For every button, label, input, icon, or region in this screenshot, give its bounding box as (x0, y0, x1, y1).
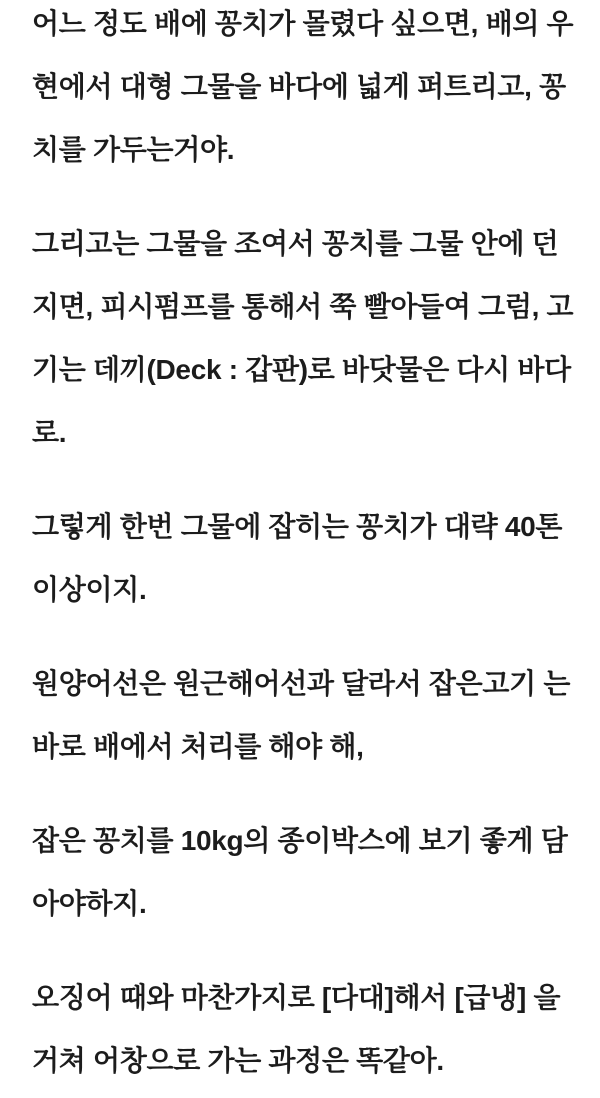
text-line: 이상이지. (32, 574, 147, 605)
paragraph (32, 212, 574, 464)
paragraph (32, 0, 574, 181)
text-line: 기는 데끼(Deck : 갑판)로 바닷물은 다시 바다 (32, 354, 571, 385)
text-line: 오징어 때와 마찬가지로 [다대]해서 [급냉] 을 (32, 982, 561, 1013)
text-line: 아야하지. (32, 888, 147, 919)
text-line: 지면, 피시펌프를 통해서 쭉 빨아들여 그럼, 고 (32, 291, 574, 322)
text-line: 그렇게 한번 그물에 잡히는 꽁치가 대략 40톤 (32, 511, 563, 542)
text-line: 바로 배에서 처리를 해야 해, (32, 731, 364, 762)
paragraph (32, 809, 574, 935)
paragraph (32, 652, 574, 778)
text-line: 그리고는 그물을 조여서 꽁치를 그물 안에 던 (32, 228, 559, 259)
text-line: 잡은 꽁치를 10kg의 종이박스에 보기 좋게 담 (32, 825, 568, 856)
text-line: 원양어선은 원근해어선과 달라서 잡은고기 는 (32, 668, 571, 699)
text-line: 어느 정도 배에 꽁치가 몰렸다 싶으면, 배의 우 (32, 8, 574, 39)
text-line: 로. (32, 417, 67, 448)
paragraph (32, 966, 574, 1092)
text-line: 거쳐 어창으로 가는 과정은 똑같아. (32, 1045, 444, 1076)
text-line: 현에서 대형 그물을 바다에 넓게 퍼트리고, 꽁 (32, 71, 566, 102)
paragraph (32, 495, 574, 621)
text-line: 치를 가두는거야. (32, 134, 235, 165)
